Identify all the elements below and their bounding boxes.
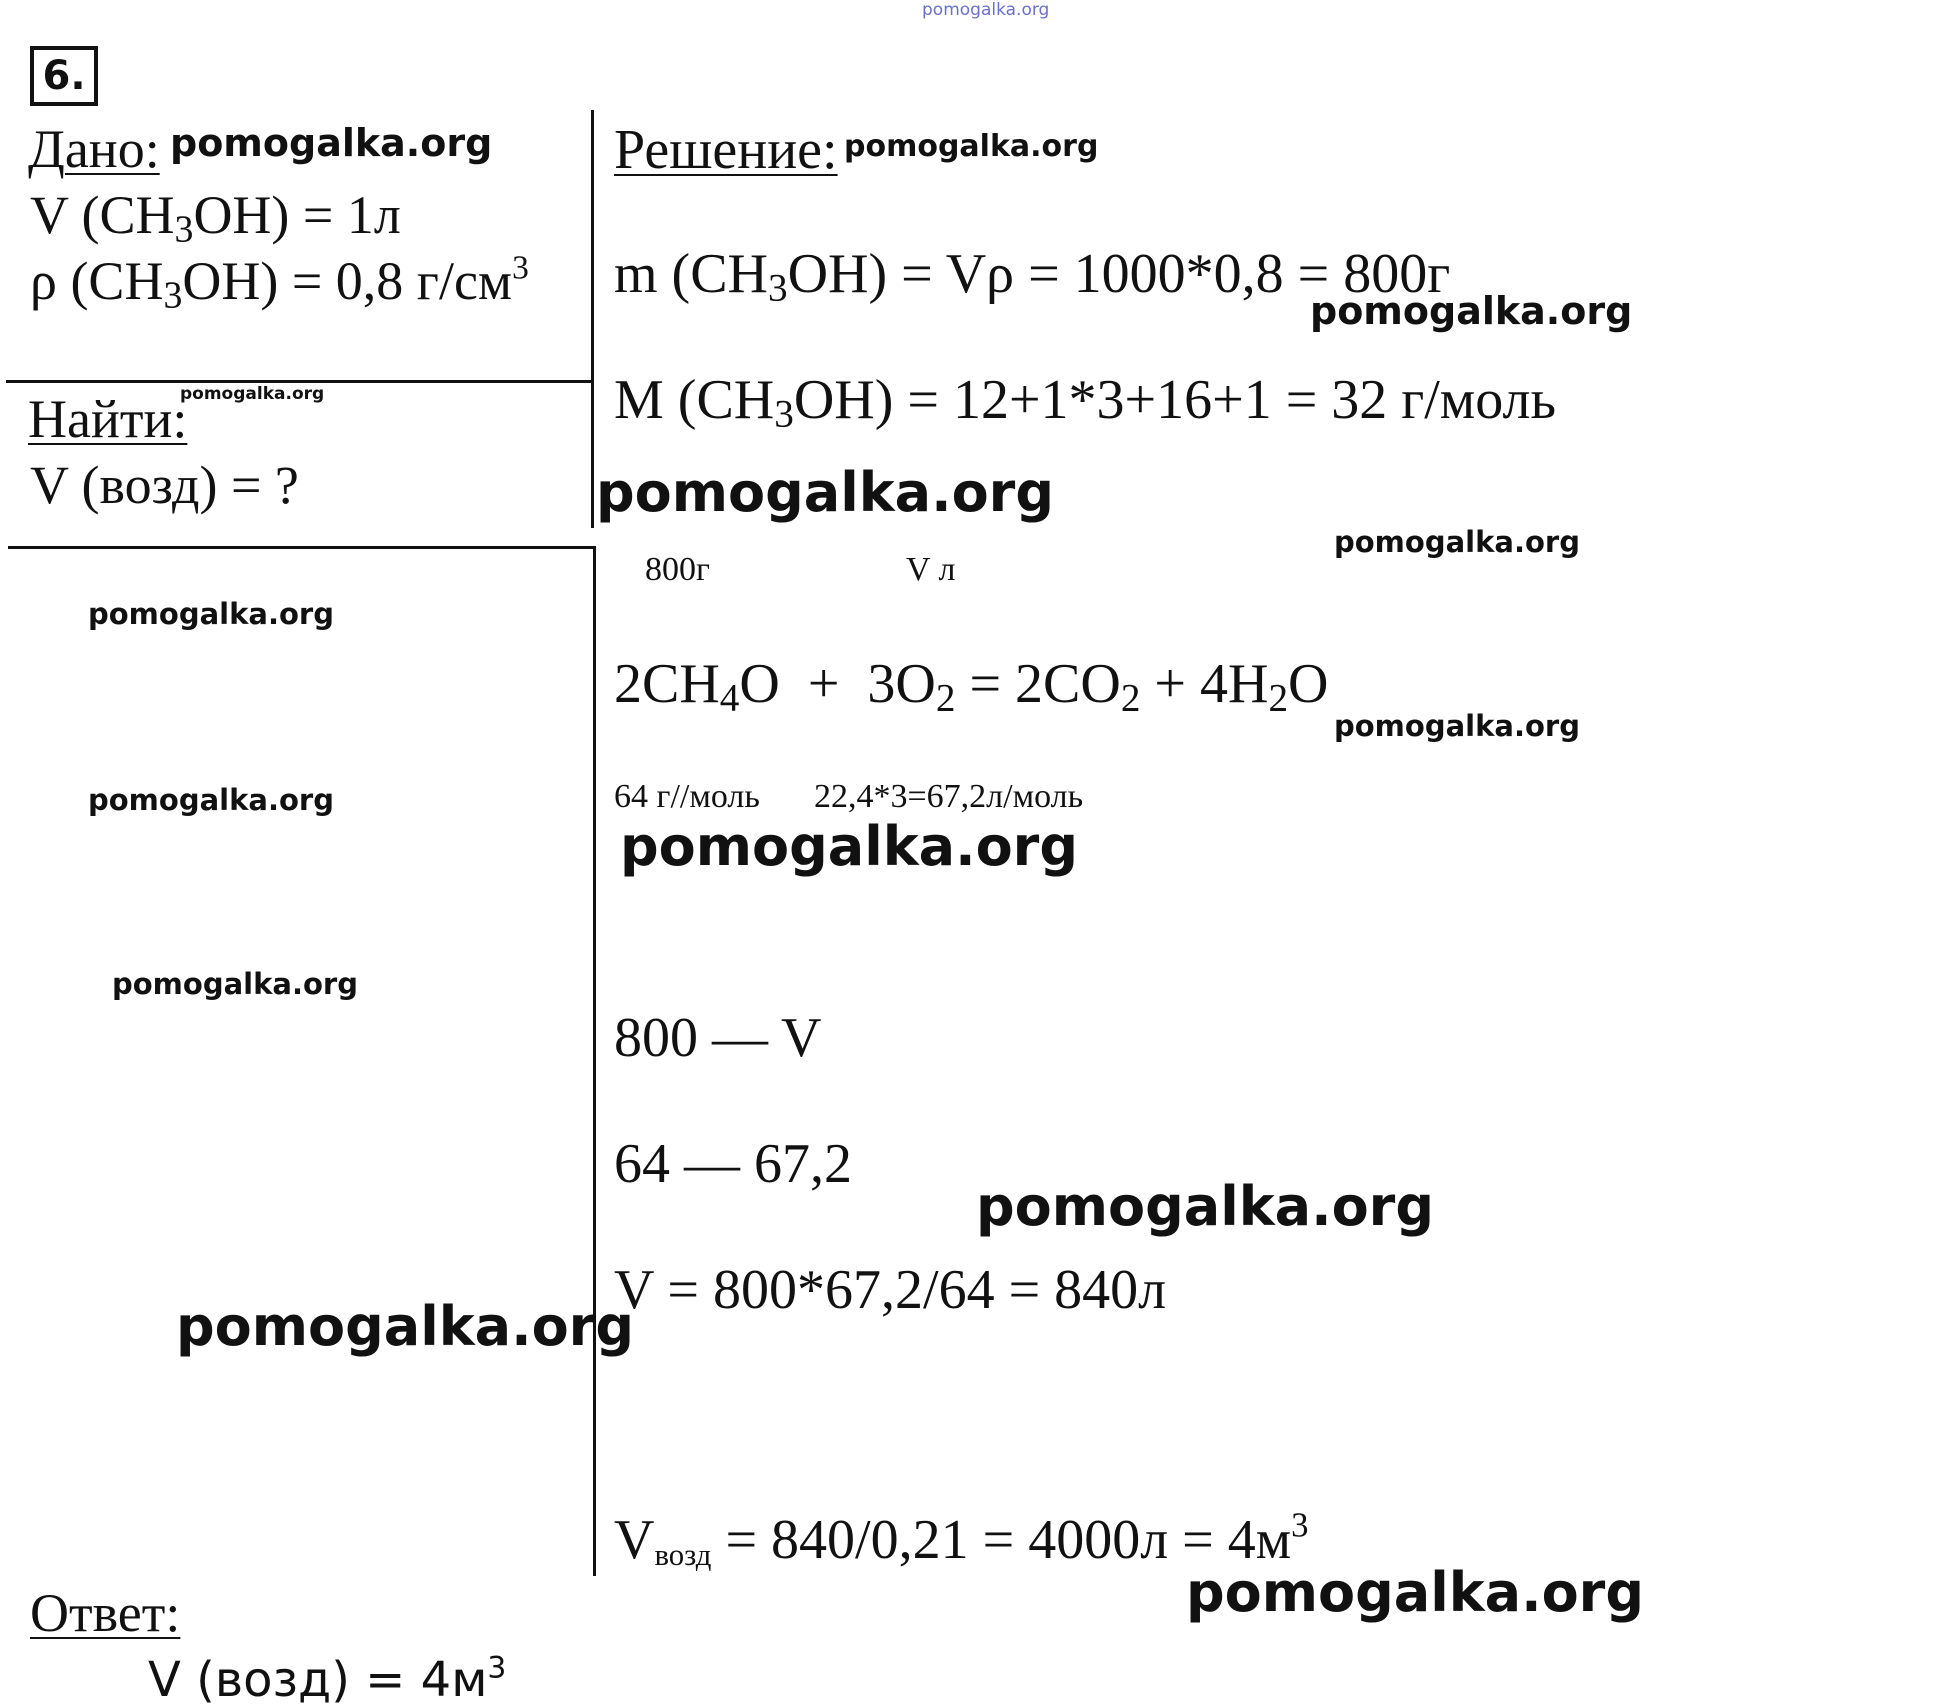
equation-volume-label: V л — [906, 551, 956, 588]
watermark: pomogalka.org — [112, 967, 358, 1001]
equation-molar-volume-label: 22,4*3=67,2л/моль — [814, 778, 1084, 815]
watermark: pomogalka.org — [88, 783, 334, 817]
watermark: pomogalka.org — [1186, 1561, 1644, 1624]
answer-heading: Ответ: — [30, 1583, 181, 1643]
problem-number — [30, 46, 98, 106]
watermark: pomogalka.org — [976, 1175, 1434, 1238]
solution-mass: m $(CH_3OH) = V\rho = 1000*0,8 = 800г$ — [614, 243, 1451, 310]
air-volume-result: $V_{возд} = 840/0,21 = 4000л = 4м^3$ — [614, 1505, 1309, 1572]
solution-heading: Решение: — [614, 119, 838, 181]
solution-molar-mass: M $(CH_3OH) = 12+1*3+16+1 = 32$ г/моль — [614, 369, 1556, 436]
watermark: pomogalka.org — [596, 461, 1054, 524]
given-heading: Дано: — [28, 119, 160, 179]
watermark: pomogalka.org — [1310, 289, 1633, 333]
watermark: pomogalka.org — [1334, 709, 1580, 743]
answer-value: V (возд) = $4м^3$ — [148, 1650, 507, 1708]
divider-vertical-top — [591, 110, 594, 528]
watermark: pomogalka.org — [844, 129, 1099, 164]
volume-result: V = 800*67,2/64 = 840л — [614, 1259, 1167, 1321]
equation-mass-label: 800г — [645, 551, 710, 588]
divider-find — [8, 546, 596, 549]
proportion-line-1: 800 — V — [614, 1007, 822, 1069]
given-density: ρ $(CH_3OH) = 0,8$ $г/см^3$ — [30, 249, 529, 317]
equation-molar-label: 64 г//моль — [614, 778, 760, 815]
watermark: pomogalka.org — [180, 384, 325, 404]
proportion-line-2: 64 — 67,2 — [614, 1133, 852, 1195]
watermark-top: pomogalka.org — [922, 0, 1050, 20]
reaction-equation: $2CH_4O + 3O_2 = 2CO_2 + 4H_2O$ — [614, 653, 1329, 720]
watermark: pomogalka.org — [88, 597, 334, 631]
problem-number-text: 6. — [42, 53, 86, 99]
watermark: pomogalka.org — [170, 121, 493, 165]
find-air-volume: V (возд) = ? — [30, 455, 299, 515]
find-heading: Найти: — [28, 389, 188, 449]
watermark: pomogalka.org — [1334, 525, 1580, 559]
watermark: pomogalka.org — [620, 815, 1078, 878]
divider-given — [6, 380, 594, 383]
given-volume: V $(CH_3OH) = 1л$ — [30, 185, 401, 251]
divider-vertical-bottom — [593, 548, 596, 1576]
watermark: pomogalka.org — [176, 1295, 634, 1358]
